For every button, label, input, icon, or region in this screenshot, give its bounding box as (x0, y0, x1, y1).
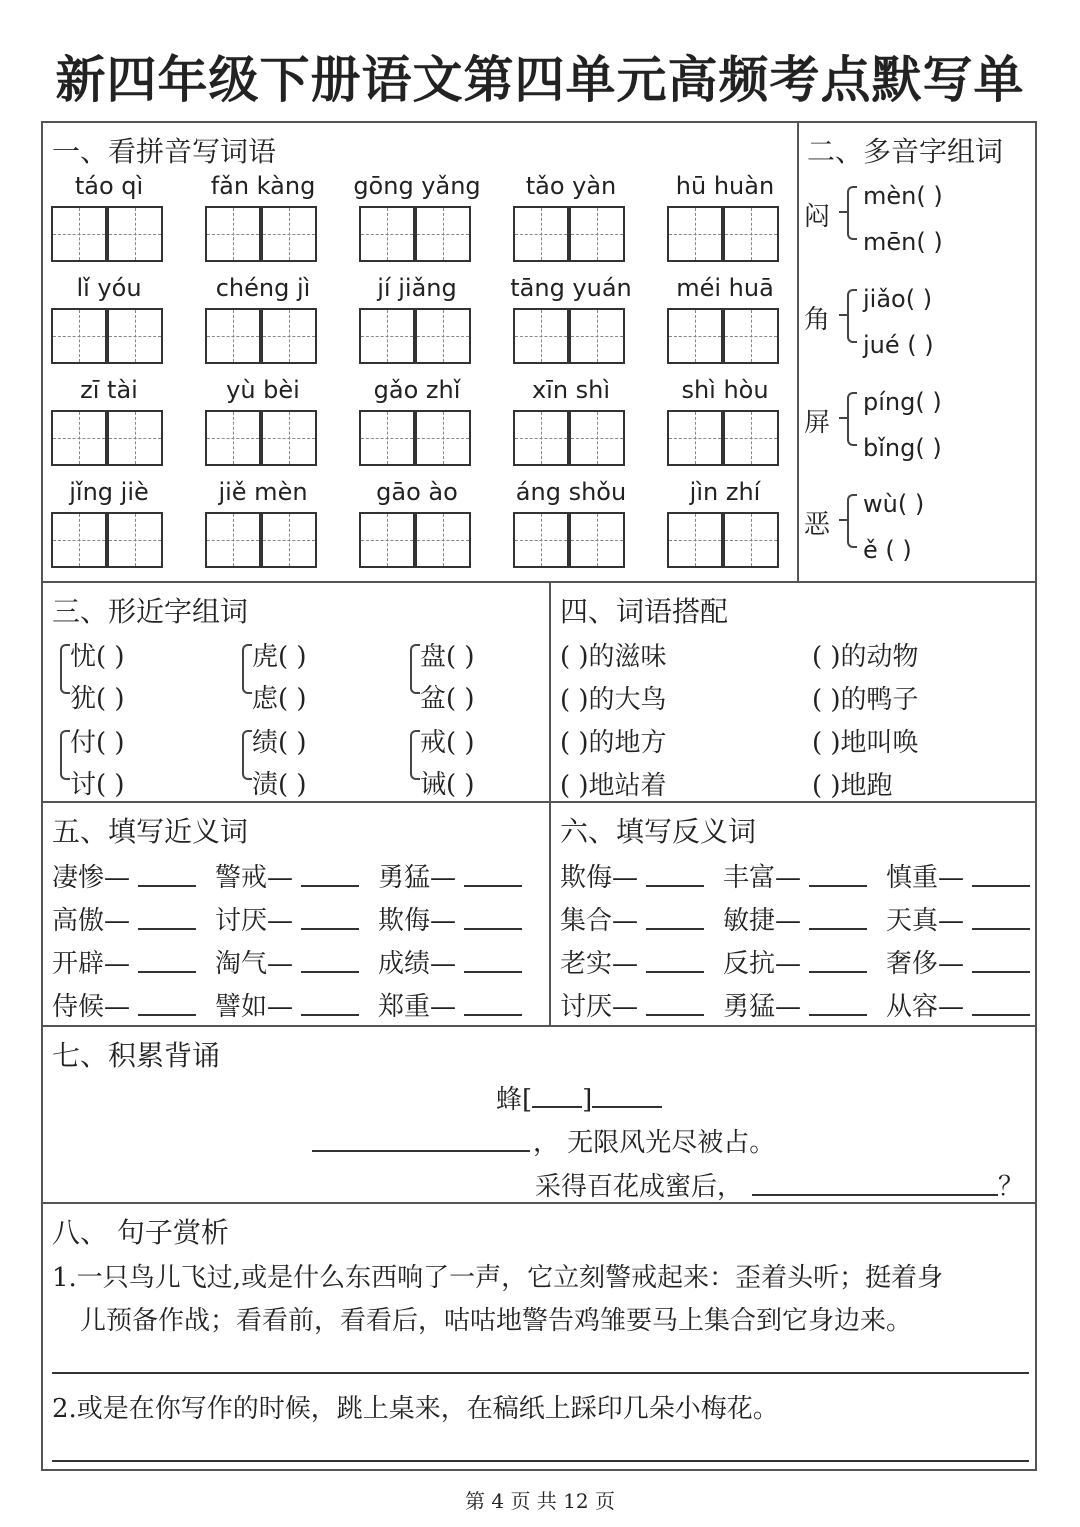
answer-blank[interactable] (972, 1014, 1030, 1016)
section-heading: 五、填写近义词 (52, 815, 249, 848)
polyphone-a: mèn( ) (863, 182, 943, 210)
answer-blank[interactable] (138, 885, 196, 887)
pinyin-label: jí jiǎng (377, 274, 457, 302)
pinyin-label: gǎo zhǐ (373, 376, 461, 404)
writing-box[interactable] (569, 512, 625, 568)
pinyin-label: áng shǒu (515, 478, 627, 506)
similar-char-b: 讨( ) (70, 770, 125, 800)
polyphone-char: 恶 (804, 510, 831, 540)
synonym-word: 警戒— (215, 863, 294, 893)
synonym-word: 譬如— (215, 992, 294, 1022)
page-footer: 第 4 页 共 12 页 (465, 1489, 615, 1513)
synonym-word: 成绩— (378, 949, 457, 979)
writing-box[interactable] (569, 308, 625, 364)
answer-blank[interactable] (464, 971, 522, 973)
sentence-2: 2.或是在你写作的时候，跳上桌来，在稿纸上踩印几朵小梅花。 (52, 1394, 779, 1424)
answer-blank[interactable] (138, 971, 196, 973)
writing-box[interactable] (51, 308, 107, 364)
answer-blank[interactable] (301, 971, 359, 973)
writing-box[interactable] (569, 410, 625, 466)
synonym-word: 讨厌— (215, 906, 294, 936)
section-heading: 七、积累背诵 (52, 1039, 221, 1072)
pinyin-label: xīn shì (531, 376, 611, 404)
answer-blank[interactable] (972, 971, 1030, 973)
poem-dynasty-blank[interactable] (532, 1084, 582, 1108)
collocation-item: ( )地叫唤 (812, 728, 919, 758)
brace-icon (839, 519, 847, 521)
pinyin-label: shì hòu (681, 376, 769, 404)
pinyin-label: hū huàn (675, 172, 775, 200)
similar-char-a: 忧( ) (70, 642, 125, 672)
poem-line1-blank[interactable] (312, 1150, 530, 1152)
similar-char-a: 虎( ) (252, 642, 307, 672)
polyphone-a: wù( ) (863, 490, 925, 518)
synonym-word: 凄惨— (52, 863, 131, 893)
writing-box[interactable] (359, 410, 415, 466)
synonym-word: 淘气— (215, 949, 294, 979)
pinyin-label: gōng yǎng (353, 172, 481, 200)
polyphone-char: 屏 (804, 408, 831, 438)
brace-icon (410, 644, 420, 694)
answer-blank[interactable] (972, 928, 1030, 930)
pinyin-label: yù bèi (226, 376, 300, 404)
similar-char-a: 绩( ) (252, 728, 307, 758)
writing-box[interactable] (51, 206, 107, 262)
pinyin-label: jǐng jiè (69, 478, 149, 506)
polyphone-b: ě ( ) (863, 536, 912, 564)
similar-char-a: 盘( ) (420, 642, 475, 672)
writing-box[interactable] (261, 206, 317, 262)
poem-title: 蜂 (496, 1085, 523, 1115)
divider (549, 581, 551, 1026)
writing-box[interactable] (569, 206, 625, 262)
synonym-word: 侍候— (52, 992, 131, 1022)
polyphone-b: bǐng( ) (863, 434, 942, 462)
similar-char-b: 虑( ) (252, 684, 307, 714)
answer-blank[interactable] (646, 885, 704, 887)
similar-char-b: 渍( ) (252, 770, 307, 800)
answer-blank[interactable] (464, 1014, 522, 1016)
section-heading: 六、填写反义词 (560, 815, 757, 848)
poem-line2-blank[interactable] (752, 1194, 998, 1196)
pinyin-label: tǎo yàn (525, 172, 617, 200)
pinyin-label: tāng yuán (510, 274, 632, 302)
antonym-word: 天真— (886, 906, 965, 936)
writing-box[interactable] (667, 206, 723, 262)
writing-box[interactable] (513, 410, 569, 466)
brace-icon (847, 392, 857, 446)
pinyin-label: jiě mèn (218, 478, 308, 506)
brace-icon (847, 289, 857, 343)
answer-blank[interactable] (301, 928, 359, 930)
writing-box[interactable] (723, 410, 779, 466)
writing-box[interactable] (359, 512, 415, 568)
synonym-word: 高傲— (52, 906, 131, 936)
collocation-item: ( )的地方 (560, 728, 667, 758)
antonym-word: 集合— (560, 906, 639, 936)
writing-box[interactable] (261, 308, 317, 364)
writing-box[interactable] (415, 206, 471, 262)
answer-blank[interactable] (464, 885, 522, 887)
writing-box[interactable] (723, 206, 779, 262)
answer-blank[interactable] (809, 928, 867, 930)
antonym-word: 丰富— (723, 863, 802, 893)
pinyin-label: jìn zhí (689, 478, 761, 506)
answer-blank[interactable] (646, 971, 704, 973)
writing-box[interactable] (415, 308, 471, 364)
similar-char-b: 犹( ) (70, 684, 125, 714)
answer-blank[interactable] (301, 1014, 359, 1016)
writing-box[interactable] (667, 410, 723, 466)
brace-icon (60, 730, 70, 780)
writing-box[interactable] (667, 512, 723, 568)
section-heading: 一、看拼音写词语 (52, 135, 277, 168)
synonym-word: 勇猛— (378, 863, 457, 893)
synonym-word: 开辟— (52, 949, 131, 979)
answer-blank[interactable] (972, 885, 1030, 887)
writing-box[interactable] (205, 410, 261, 466)
section-heading: 八、 句子赏析 (52, 1216, 229, 1249)
antonym-word: 敏捷— (723, 906, 802, 936)
writing-box[interactable] (513, 512, 569, 568)
answer-blank[interactable] (809, 885, 867, 887)
page-title: 新四年级下册语文第四单元高频考点默写单 (55, 51, 1025, 109)
synonym-word: 欺侮— (378, 906, 457, 936)
brace-icon (242, 730, 252, 780)
pinyin-label: táo qì (74, 172, 144, 200)
poem-line1-text: ， 无限风光尽被占。 (533, 1128, 776, 1158)
brace-icon (242, 644, 252, 694)
writing-box[interactable] (51, 410, 107, 466)
writing-box[interactable] (513, 308, 569, 364)
polyphone-b: jué ( ) (863, 331, 934, 359)
brace-icon (839, 314, 847, 316)
writing-box[interactable] (359, 206, 415, 262)
pinyin-label: lǐ yóu (76, 274, 142, 302)
brace-icon (60, 644, 70, 694)
answer-blank[interactable] (301, 885, 359, 887)
divider (797, 121, 799, 582)
similar-char-b: 诫( ) (420, 770, 475, 800)
answer-blank[interactable] (646, 1014, 704, 1016)
pinyin-label: chéng jì (215, 274, 311, 302)
writing-box[interactable] (205, 512, 261, 568)
answer-line[interactable] (52, 1460, 1029, 1462)
antonym-word: 慎重— (886, 863, 965, 893)
answer-blank[interactable] (464, 928, 522, 930)
antonym-word: 勇猛— (723, 992, 802, 1022)
writing-box[interactable] (107, 308, 163, 364)
poem-line2-text: 采得百花成蜜后， (535, 1172, 744, 1202)
writing-box[interactable] (107, 410, 163, 466)
polyphone-a: jiǎo( ) (863, 285, 933, 313)
pinyin-label: gāo ào (376, 478, 458, 506)
collocation-item: ( )的大鸟 (560, 685, 667, 715)
writing-box[interactable] (723, 308, 779, 364)
answer-blank[interactable] (138, 928, 196, 930)
poem-title-line: 蜂[ ] (496, 1079, 662, 1116)
brace-icon (410, 730, 420, 780)
answer-blank[interactable] (809, 1014, 867, 1016)
writing-box[interactable] (261, 410, 317, 466)
antonym-word: 欺侮— (560, 863, 639, 893)
writing-box[interactable] (107, 206, 163, 262)
writing-box[interactable] (723, 512, 779, 568)
writing-box[interactable] (205, 308, 261, 364)
synonym-word: 郑重— (378, 992, 457, 1022)
antonym-word: 讨厌— (560, 992, 639, 1022)
answer-blank[interactable] (809, 971, 867, 973)
question-mark: ？ (998, 1172, 1025, 1202)
section-heading: 二、多音字组词 (807, 135, 1004, 168)
brace-icon (847, 186, 857, 240)
collocation-item: ( )的动物 (812, 642, 919, 672)
writing-box[interactable] (107, 512, 163, 568)
sentence-1-line2: 儿预备作战；看看前，看看后，咕咕地警告鸡雏要马上集合到它身边来。 (80, 1306, 913, 1336)
writing-box[interactable] (415, 512, 471, 568)
similar-char-a: 戒( ) (420, 728, 475, 758)
writing-box[interactable] (359, 308, 415, 364)
antonym-word: 老实— (560, 949, 639, 979)
polyphone-a: píng( ) (863, 388, 942, 416)
polyphone-char: 闷 (804, 202, 831, 232)
writing-box[interactable] (51, 512, 107, 568)
sentence-1-line1: 1.一只鸟儿飞过,或是什么东西响了一声，它立刻警戒起来：歪着头听；挺着身 (52, 1263, 944, 1293)
polyphone-b: mēn( ) (863, 228, 943, 256)
poem-author-blank[interactable] (592, 1084, 662, 1108)
section-heading: 三、形近字组词 (52, 595, 249, 628)
pinyin-label: méi huā (676, 274, 774, 302)
similar-char-b: 盆( ) (420, 684, 475, 714)
brace-icon (847, 494, 857, 548)
brace-icon (839, 417, 847, 419)
collocation-item: ( )的鸭子 (812, 685, 919, 715)
writing-box[interactable] (415, 410, 471, 466)
writing-box[interactable] (205, 206, 261, 262)
brace-icon (839, 211, 847, 213)
answer-line[interactable] (52, 1372, 1029, 1374)
writing-box[interactable] (261, 512, 317, 568)
answer-blank[interactable] (138, 1014, 196, 1016)
collocation-item: ( )的滋味 (560, 642, 667, 672)
polyphone-char: 角 (804, 305, 831, 335)
collocation-item: ( )地跑 (812, 771, 893, 801)
collocation-item: ( )地站着 (560, 771, 667, 801)
divider (41, 1025, 1037, 1027)
writing-box[interactable] (667, 308, 723, 364)
divider (41, 581, 1037, 583)
section-heading: 四、词语搭配 (560, 595, 729, 628)
writing-box[interactable] (513, 206, 569, 262)
answer-blank[interactable] (646, 928, 704, 930)
antonym-word: 奢侈— (886, 949, 965, 979)
antonym-word: 反抗— (723, 949, 802, 979)
pinyin-label: fǎn kàng (210, 172, 316, 200)
pinyin-label: zī tài (80, 376, 138, 404)
antonym-word: 从容— (886, 992, 965, 1022)
similar-char-a: 付( ) (70, 728, 125, 758)
